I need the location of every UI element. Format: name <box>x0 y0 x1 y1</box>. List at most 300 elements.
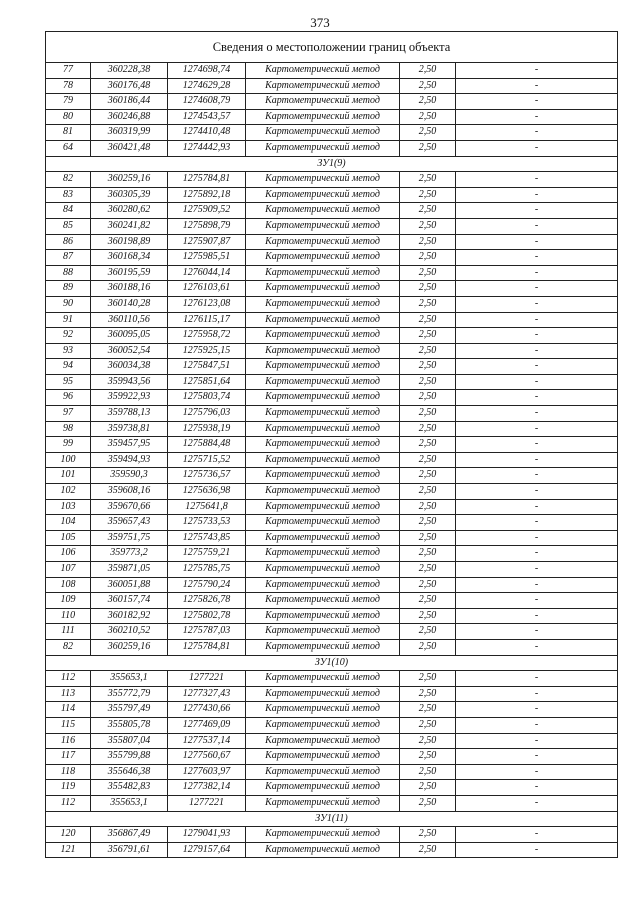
y-coordinate-cell: 1274698,74 <box>168 63 246 79</box>
method-cell: Картометрический метод <box>246 795 400 811</box>
table-row <box>46 140 618 156</box>
accuracy-cell: 2,50 <box>400 608 456 624</box>
note-cell: - <box>456 187 618 203</box>
x-coordinate-cell: 359922,93 <box>91 390 168 406</box>
y-coordinate-cell: 1275641,8 <box>168 499 246 515</box>
x-coordinate-cell: 355807,04 <box>91 733 168 749</box>
x-coordinate-cell: 359738,81 <box>91 421 168 437</box>
table-row <box>46 484 618 500</box>
point-number-cell: 107 <box>46 562 91 578</box>
x-coordinate-cell: 359670,66 <box>91 499 168 515</box>
table-row <box>46 406 618 422</box>
page-number: 373 <box>310 15 330 30</box>
table-row <box>46 234 618 250</box>
accuracy-cell: 2,50 <box>400 140 456 156</box>
point-number-cell: 86 <box>46 234 91 250</box>
note-cell: - <box>456 328 618 344</box>
y-coordinate-cell: 1275826,78 <box>168 593 246 609</box>
note-cell: - <box>456 63 618 79</box>
y-coordinate-cell: 1275733,53 <box>168 515 246 531</box>
x-coordinate-cell: 360198,89 <box>91 234 168 250</box>
accuracy-cell: 2,50 <box>400 343 456 359</box>
table-row <box>46 78 618 94</box>
point-number-cell: 114 <box>46 702 91 718</box>
y-coordinate-cell: 1275898,79 <box>168 218 246 234</box>
accuracy-cell: 2,50 <box>400 484 456 500</box>
note-cell: - <box>456 94 618 110</box>
y-coordinate-cell: 1277560,67 <box>168 749 246 765</box>
method-cell: Картометрический метод <box>246 359 400 375</box>
note-cell: - <box>456 515 618 531</box>
accuracy-cell: 2,50 <box>400 296 456 312</box>
y-coordinate-cell: 1275785,75 <box>168 562 246 578</box>
table-row <box>46 343 618 359</box>
section-row <box>46 811 618 827</box>
y-coordinate-cell: 1275784,81 <box>168 172 246 188</box>
note-cell: - <box>456 686 618 702</box>
accuracy-cell: 2,50 <box>400 203 456 219</box>
method-cell: Картометрический метод <box>246 702 400 718</box>
y-coordinate-cell: 1275909,52 <box>168 203 246 219</box>
method-cell: Картометрический метод <box>246 530 400 546</box>
x-coordinate-cell: 355799,88 <box>91 749 168 765</box>
method-cell: Картометрический метод <box>246 593 400 609</box>
method-cell: Картометрический метод <box>246 717 400 733</box>
accuracy-cell: 2,50 <box>400 717 456 733</box>
point-number-cell: 113 <box>46 686 91 702</box>
table-row <box>46 842 618 858</box>
x-coordinate-cell: 360246,88 <box>91 109 168 125</box>
table-row <box>46 359 618 375</box>
accuracy-cell: 2,50 <box>400 437 456 453</box>
x-coordinate-cell: 355653,1 <box>91 671 168 687</box>
y-coordinate-cell: 1277221 <box>168 795 246 811</box>
table-row <box>46 172 618 188</box>
y-coordinate-cell: 1277382,14 <box>168 780 246 796</box>
note-cell: - <box>456 296 618 312</box>
point-number-cell: 64 <box>46 140 91 156</box>
method-cell: Картометрический метод <box>246 671 400 687</box>
note-cell: - <box>456 639 618 655</box>
x-coordinate-cell: 355653,1 <box>91 795 168 811</box>
method-cell: Картометрический метод <box>246 499 400 515</box>
point-number-cell: 92 <box>46 328 91 344</box>
y-coordinate-cell: 1276115,17 <box>168 312 246 328</box>
accuracy-cell: 2,50 <box>400 328 456 344</box>
table-row <box>46 109 618 125</box>
x-coordinate-cell: 360195,59 <box>91 265 168 281</box>
x-coordinate-cell: 356867,49 <box>91 827 168 843</box>
x-coordinate-cell: 356791,61 <box>91 842 168 858</box>
method-cell: Картометрический метод <box>246 187 400 203</box>
accuracy-cell: 2,50 <box>400 94 456 110</box>
x-coordinate-cell: 360034,38 <box>91 359 168 375</box>
y-coordinate-cell: 1275958,72 <box>168 328 246 344</box>
point-number-cell: 81 <box>46 125 91 141</box>
x-coordinate-cell: 360157,74 <box>91 593 168 609</box>
note-cell: - <box>456 343 618 359</box>
x-coordinate-cell: 355805,78 <box>91 717 168 733</box>
point-number-cell: 105 <box>46 530 91 546</box>
point-number-cell: 90 <box>46 296 91 312</box>
point-number-cell: 117 <box>46 749 91 765</box>
point-number-cell: 121 <box>46 842 91 858</box>
y-coordinate-cell: 1275892,18 <box>168 187 246 203</box>
point-number-cell: 118 <box>46 764 91 780</box>
point-number-cell: 83 <box>46 187 91 203</box>
note-cell: - <box>456 499 618 515</box>
x-coordinate-cell: 360241,82 <box>91 218 168 234</box>
accuracy-cell: 2,50 <box>400 125 456 141</box>
accuracy-cell: 2,50 <box>400 78 456 94</box>
accuracy-cell: 2,50 <box>400 187 456 203</box>
point-number-cell: 102 <box>46 484 91 500</box>
note-cell: - <box>456 764 618 780</box>
x-coordinate-cell: 360186,44 <box>91 94 168 110</box>
point-number-cell: 99 <box>46 437 91 453</box>
accuracy-cell: 2,50 <box>400 624 456 640</box>
x-coordinate-cell: 360052,54 <box>91 343 168 359</box>
table-row <box>46 452 618 468</box>
method-cell: Картометрический метод <box>246 94 400 110</box>
x-coordinate-cell: 360228,38 <box>91 63 168 79</box>
note-cell: - <box>456 452 618 468</box>
point-number-cell: 88 <box>46 265 91 281</box>
boundary-table-container <box>45 31 617 858</box>
accuracy-cell: 2,50 <box>400 827 456 843</box>
accuracy-cell: 2,50 <box>400 593 456 609</box>
table-row <box>46 733 618 749</box>
table-row <box>46 94 618 110</box>
x-coordinate-cell: 360140,28 <box>91 296 168 312</box>
note-cell: - <box>456 733 618 749</box>
accuracy-cell: 2,50 <box>400 265 456 281</box>
x-coordinate-cell: 359871,05 <box>91 562 168 578</box>
method-cell: Картометрический метод <box>246 234 400 250</box>
accuracy-cell: 2,50 <box>400 562 456 578</box>
table-row <box>46 593 618 609</box>
method-cell: Картометрический метод <box>246 140 400 156</box>
note-cell: - <box>456 702 618 718</box>
y-coordinate-cell: 1279157,64 <box>168 842 246 858</box>
method-cell: Картометрический метод <box>246 312 400 328</box>
point-number-cell: 100 <box>46 452 91 468</box>
point-number-cell: 104 <box>46 515 91 531</box>
accuracy-cell: 2,50 <box>400 452 456 468</box>
y-coordinate-cell: 1275715,52 <box>168 452 246 468</box>
accuracy-cell: 2,50 <box>400 546 456 562</box>
x-coordinate-cell: 359788,13 <box>91 406 168 422</box>
note-cell: - <box>456 359 618 375</box>
accuracy-cell: 2,50 <box>400 390 456 406</box>
x-coordinate-cell: 360051,88 <box>91 577 168 593</box>
table-row <box>46 749 618 765</box>
method-cell: Картометрический метод <box>246 203 400 219</box>
accuracy-cell: 2,50 <box>400 577 456 593</box>
point-number-cell: 78 <box>46 78 91 94</box>
y-coordinate-cell: 1277603,97 <box>168 764 246 780</box>
note-cell: - <box>456 203 618 219</box>
accuracy-cell: 2,50 <box>400 780 456 796</box>
note-cell: - <box>456 795 618 811</box>
point-number-cell: 97 <box>46 406 91 422</box>
note-cell: - <box>456 140 618 156</box>
y-coordinate-cell: 1275787,03 <box>168 624 246 640</box>
note-cell: - <box>456 218 618 234</box>
accuracy-cell: 2,50 <box>400 172 456 188</box>
table-row <box>46 328 618 344</box>
point-number-cell: 94 <box>46 359 91 375</box>
method-cell: Картометрический метод <box>246 172 400 188</box>
method-cell: Картометрический метод <box>246 406 400 422</box>
point-number-cell: 109 <box>46 593 91 609</box>
accuracy-cell: 2,50 <box>400 406 456 422</box>
point-number-cell: 115 <box>46 717 91 733</box>
table-row <box>46 717 618 733</box>
point-number-cell: 93 <box>46 343 91 359</box>
y-coordinate-cell: 1275925,15 <box>168 343 246 359</box>
note-cell: - <box>456 109 618 125</box>
table-row <box>46 764 618 780</box>
accuracy-cell: 2,50 <box>400 702 456 718</box>
method-cell: Картометрический метод <box>246 390 400 406</box>
x-coordinate-cell: 359494,93 <box>91 452 168 468</box>
accuracy-cell: 2,50 <box>400 686 456 702</box>
method-cell: Картометрический метод <box>246 281 400 297</box>
table-row <box>46 312 618 328</box>
method-cell: Картометрический метод <box>246 577 400 593</box>
x-coordinate-cell: 359608,16 <box>91 484 168 500</box>
table-title-row <box>46 32 618 63</box>
accuracy-cell: 2,50 <box>400 63 456 79</box>
note-cell: - <box>456 749 618 765</box>
accuracy-cell: 2,50 <box>400 359 456 375</box>
note-cell: - <box>456 608 618 624</box>
method-cell: Картометрический метод <box>246 484 400 500</box>
method-cell: Картометрический метод <box>246 374 400 390</box>
point-number-cell: 96 <box>46 390 91 406</box>
method-cell: Картометрический метод <box>246 624 400 640</box>
table-row <box>46 250 618 266</box>
note-cell: - <box>456 577 618 593</box>
x-coordinate-cell: 355772,79 <box>91 686 168 702</box>
point-number-cell: 112 <box>46 795 91 811</box>
point-number-cell: 82 <box>46 172 91 188</box>
accuracy-cell: 2,50 <box>400 250 456 266</box>
x-coordinate-cell: 360210,52 <box>91 624 168 640</box>
point-number-cell: 112 <box>46 671 91 687</box>
point-number-cell: 110 <box>46 608 91 624</box>
y-coordinate-cell: 1274442,93 <box>168 140 246 156</box>
x-coordinate-cell: 360259,16 <box>91 639 168 655</box>
point-number-cell: 84 <box>46 203 91 219</box>
y-coordinate-cell: 1277221 <box>168 671 246 687</box>
note-cell: - <box>456 312 618 328</box>
note-cell: - <box>456 437 618 453</box>
y-coordinate-cell: 1275847,51 <box>168 359 246 375</box>
table-row <box>46 562 618 578</box>
note-cell: - <box>456 250 618 266</box>
y-coordinate-cell: 1275636,98 <box>168 484 246 500</box>
section-row <box>46 655 618 671</box>
x-coordinate-cell: 360280,62 <box>91 203 168 219</box>
note-cell: - <box>456 78 618 94</box>
y-coordinate-cell: 1274608,79 <box>168 94 246 110</box>
point-number-cell: 119 <box>46 780 91 796</box>
table-row <box>46 780 618 796</box>
method-cell: Картометрический метод <box>246 764 400 780</box>
table-row <box>46 63 618 79</box>
y-coordinate-cell: 1277537,14 <box>168 733 246 749</box>
y-coordinate-cell: 1275938,19 <box>168 421 246 437</box>
y-coordinate-cell: 1275985,51 <box>168 250 246 266</box>
table-row <box>46 671 618 687</box>
accuracy-cell: 2,50 <box>400 109 456 125</box>
method-cell: Картометрический метод <box>246 639 400 655</box>
section-label: ЗУ1(9) <box>46 156 618 172</box>
x-coordinate-cell: 360176,48 <box>91 78 168 94</box>
point-number-cell: 77 <box>46 63 91 79</box>
y-coordinate-cell: 1275736,57 <box>168 468 246 484</box>
section-label: ЗУ1(11) <box>46 811 618 827</box>
accuracy-cell: 2,50 <box>400 639 456 655</box>
table-row <box>46 125 618 141</box>
method-cell: Картометрический метод <box>246 452 400 468</box>
table-row <box>46 437 618 453</box>
method-cell: Картометрический метод <box>246 546 400 562</box>
x-coordinate-cell: 359457,95 <box>91 437 168 453</box>
note-cell: - <box>456 530 618 546</box>
table-row <box>46 203 618 219</box>
point-number-cell: 87 <box>46 250 91 266</box>
point-number-cell: 82 <box>46 639 91 655</box>
accuracy-cell: 2,50 <box>400 749 456 765</box>
y-coordinate-cell: 1274410,48 <box>168 125 246 141</box>
method-cell: Картометрический метод <box>246 63 400 79</box>
method-cell: Картометрический метод <box>246 421 400 437</box>
note-cell: - <box>456 234 618 250</box>
accuracy-cell: 2,50 <box>400 218 456 234</box>
table-row <box>46 390 618 406</box>
x-coordinate-cell: 360319,99 <box>91 125 168 141</box>
note-cell: - <box>456 390 618 406</box>
note-cell: - <box>456 172 618 188</box>
x-coordinate-cell: 360182,92 <box>91 608 168 624</box>
method-cell: Картометрический метод <box>246 343 400 359</box>
table-row <box>46 468 618 484</box>
point-number-cell: 95 <box>46 374 91 390</box>
method-cell: Картометрический метод <box>246 78 400 94</box>
table-row <box>46 577 618 593</box>
accuracy-cell: 2,50 <box>400 421 456 437</box>
y-coordinate-cell: 1275851,64 <box>168 374 246 390</box>
boundary-table <box>45 31 618 858</box>
method-cell: Картометрический метод <box>246 296 400 312</box>
note-cell: - <box>456 421 618 437</box>
x-coordinate-cell: 355646,38 <box>91 764 168 780</box>
method-cell: Картометрический метод <box>246 250 400 266</box>
x-coordinate-cell: 360188,16 <box>91 281 168 297</box>
y-coordinate-cell: 1275803,74 <box>168 390 246 406</box>
method-cell: Картометрический метод <box>246 686 400 702</box>
y-coordinate-cell: 1275907,87 <box>168 234 246 250</box>
note-cell: - <box>456 125 618 141</box>
accuracy-cell: 2,50 <box>400 468 456 484</box>
y-coordinate-cell: 1274629,28 <box>168 78 246 94</box>
table-row <box>46 624 618 640</box>
point-number-cell: 80 <box>46 109 91 125</box>
table-row <box>46 374 618 390</box>
accuracy-cell: 2,50 <box>400 281 456 297</box>
method-cell: Картометрический метод <box>246 437 400 453</box>
accuracy-cell: 2,50 <box>400 733 456 749</box>
method-cell: Картометрический метод <box>246 125 400 141</box>
note-cell: - <box>456 671 618 687</box>
accuracy-cell: 2,50 <box>400 530 456 546</box>
table-row <box>46 499 618 515</box>
table-row <box>46 702 618 718</box>
note-cell: - <box>456 624 618 640</box>
method-cell: Картометрический метод <box>246 780 400 796</box>
y-coordinate-cell: 1275759,21 <box>168 546 246 562</box>
x-coordinate-cell: 360305,39 <box>91 187 168 203</box>
point-number-cell: 106 <box>46 546 91 562</box>
accuracy-cell: 2,50 <box>400 764 456 780</box>
table-row <box>46 218 618 234</box>
section-label: ЗУ1(10) <box>46 655 618 671</box>
method-cell: Картометрический метод <box>246 109 400 125</box>
section-row <box>46 156 618 172</box>
note-cell: - <box>456 406 618 422</box>
x-coordinate-cell: 360421,48 <box>91 140 168 156</box>
x-coordinate-cell: 355482,83 <box>91 780 168 796</box>
accuracy-cell: 2,50 <box>400 312 456 328</box>
point-number-cell: 89 <box>46 281 91 297</box>
accuracy-cell: 2,50 <box>400 842 456 858</box>
table-row <box>46 515 618 531</box>
note-cell: - <box>456 468 618 484</box>
point-number-cell: 116 <box>46 733 91 749</box>
note-cell: - <box>456 374 618 390</box>
note-cell: - <box>456 717 618 733</box>
y-coordinate-cell: 1275802,78 <box>168 608 246 624</box>
y-coordinate-cell: 1275784,81 <box>168 639 246 655</box>
point-number-cell: 120 <box>46 827 91 843</box>
accuracy-cell: 2,50 <box>400 374 456 390</box>
table-row <box>46 187 618 203</box>
method-cell: Картометрический метод <box>246 218 400 234</box>
x-coordinate-cell: 360095,05 <box>91 328 168 344</box>
table-row <box>46 608 618 624</box>
y-coordinate-cell: 1277327,43 <box>168 686 246 702</box>
table-row <box>46 421 618 437</box>
x-coordinate-cell: 359943,56 <box>91 374 168 390</box>
y-coordinate-cell: 1276044,14 <box>168 265 246 281</box>
y-coordinate-cell: 1275743,85 <box>168 530 246 546</box>
accuracy-cell: 2,50 <box>400 515 456 531</box>
method-cell: Картометрический метод <box>246 827 400 843</box>
method-cell: Картометрический метод <box>246 749 400 765</box>
x-coordinate-cell: 355797,49 <box>91 702 168 718</box>
note-cell: - <box>456 827 618 843</box>
y-coordinate-cell: 1274543,57 <box>168 109 246 125</box>
note-cell: - <box>456 546 618 562</box>
note-cell: - <box>456 484 618 500</box>
point-number-cell: 79 <box>46 94 91 110</box>
method-cell: Картометрический метод <box>246 733 400 749</box>
note-cell: - <box>456 780 618 796</box>
x-coordinate-cell: 360259,16 <box>91 172 168 188</box>
